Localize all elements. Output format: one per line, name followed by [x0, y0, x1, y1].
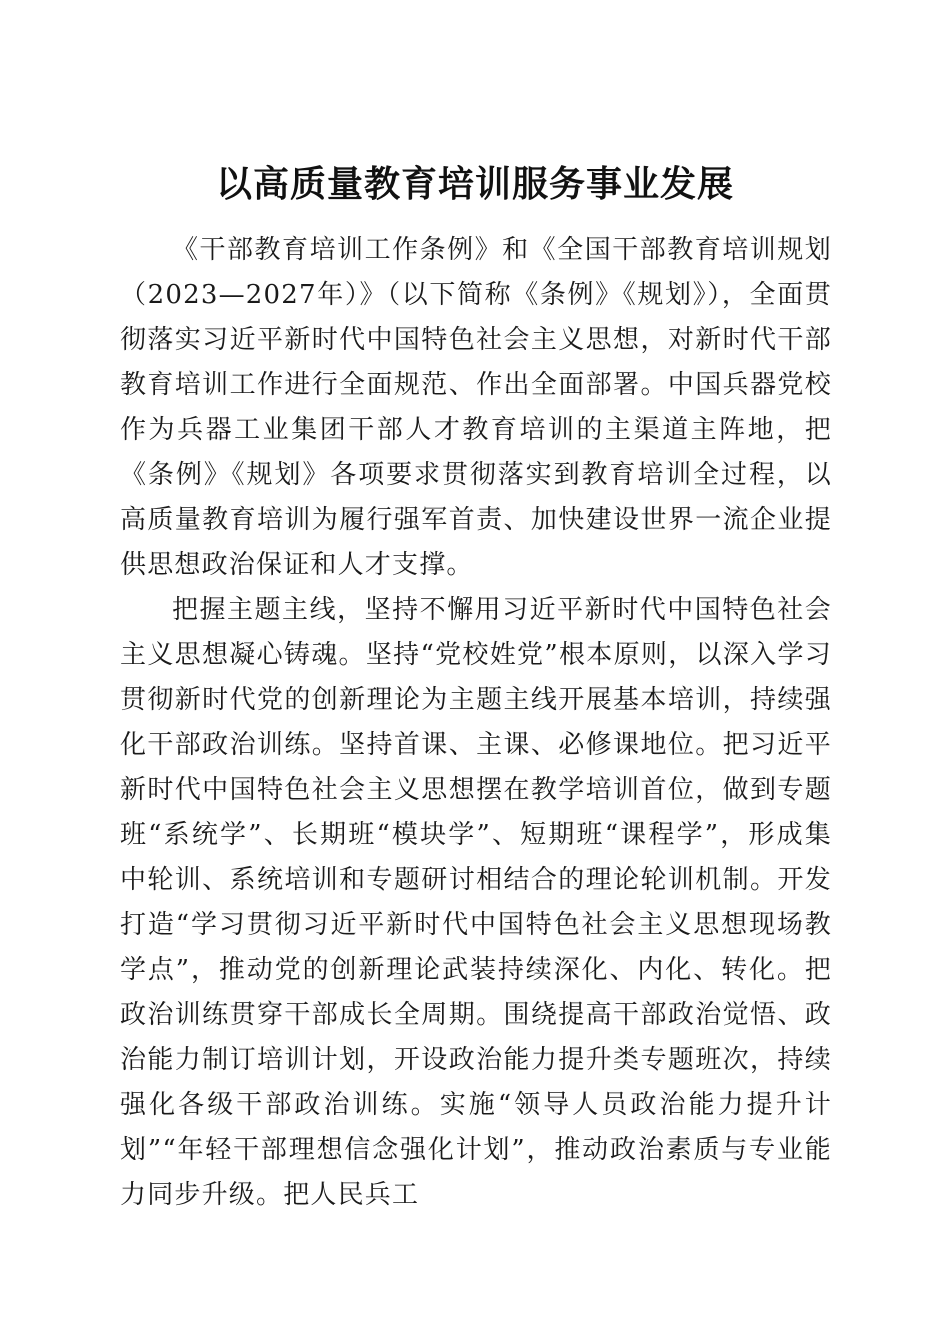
paragraph-theme-mainline: 把握主题主线，坚持不懈用习近平新时代中国特色社会主义思想凝心铸魂。坚持“党校姓党”根本原则，以深入学习贯彻新时代党的创新理论为主题主线开展基本培训，持续强化干部政治训练。坚持首课、主课、必修课地位。把习近平新时代中国特色社会主义思想摆在教学培训首位，做到专题班“系统学”、长期班“模块学”、短期班“课程学”，形成集中轮训、系统培训和专题研讨相结合的理论轮训机制。开发打造“学习贯彻习近平新时代中国特色社会主义思想现场教学点”，推动党的创新理论武装持续深化、内化、转化。把政治训练贯穿干部成长全周期。围绕提高干部政治觉悟、政治能力制订培训计划，开设政治能力提升类专题班次，持续强化各级干部政治训练。实施“领导人员政治能力提升计划”“年轻干部理想信念强化计划”，推动政治素质与专业能力同步升级。把人民兵工: [120, 595, 832, 1210]
document-body: [120, 228, 832, 1218]
paragraph-intro: 《干部教育培训工作条例》和《全国干部教育培训规划（2023—2027年）》（以下简称《条例》《规划》），全面贯彻落实习近平新时代中国特色社会主义思想，对新时代干部教育培训工作进行全面规范、作出全面部署。中国兵器党校作为兵器工业集团干部人才教育培训的主渠道主阵地，把《条例》《规划》各项要求贯彻落实到教育培训全过程，以高质量教育培训为履行强军首责、加快建设世界一流企业提供思想政治保证和人才支撑。: [120, 235, 832, 580]
document-title: 以高质量教育培训服务事业发展: [215, 163, 734, 206]
